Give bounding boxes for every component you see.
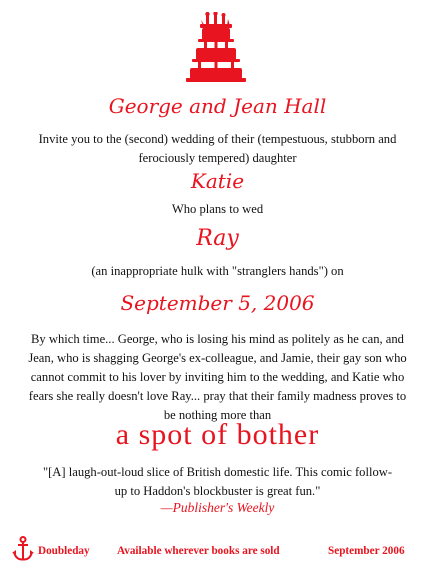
groom-name: Ray: [196, 226, 239, 251]
plans-line: Who plans to wed: [171, 202, 264, 216]
bride-name: Katie: [190, 169, 245, 193]
wedding-cake-icon: [184, 12, 248, 84]
story-paragraph: By which time... George, who is losing his mind as politely as he can, and Jean, who is shagging George's ex-colleague, and Jamie, their gay son who cannot commit to his lover by inviting him to the wedding, and Katie who fears she really doesn't love Ray... pray that their family madness proves to be nothing more than: [28, 332, 407, 422]
release-date: September 2006: [328, 545, 405, 557]
invite-paragraph: Invite you to the (second) wedding of their (tempestuous, stubborn and ferociously tempered) daughter: [38, 132, 397, 165]
anchor-icon: [12, 536, 34, 562]
groom-description: (an inappropriate hulk with "stranglers hands") on: [91, 264, 344, 278]
book-title: a spot of bother: [115, 418, 320, 451]
availability-note: Available wherever books are sold: [117, 545, 280, 557]
footer-bar: [8, 536, 428, 564]
hosts-names: George and Jean Hall: [108, 94, 327, 118]
wedding-date: September 5, 2006: [120, 291, 315, 315]
publisher-name: Doubleday: [38, 545, 90, 557]
review-quote: "[A] laugh-out-loud slice of British domestic life. This comic follow-up to Haddon's blockbuster is great fun.": [42, 465, 393, 498]
review-source: —Publisher's Weekly: [160, 500, 275, 515]
